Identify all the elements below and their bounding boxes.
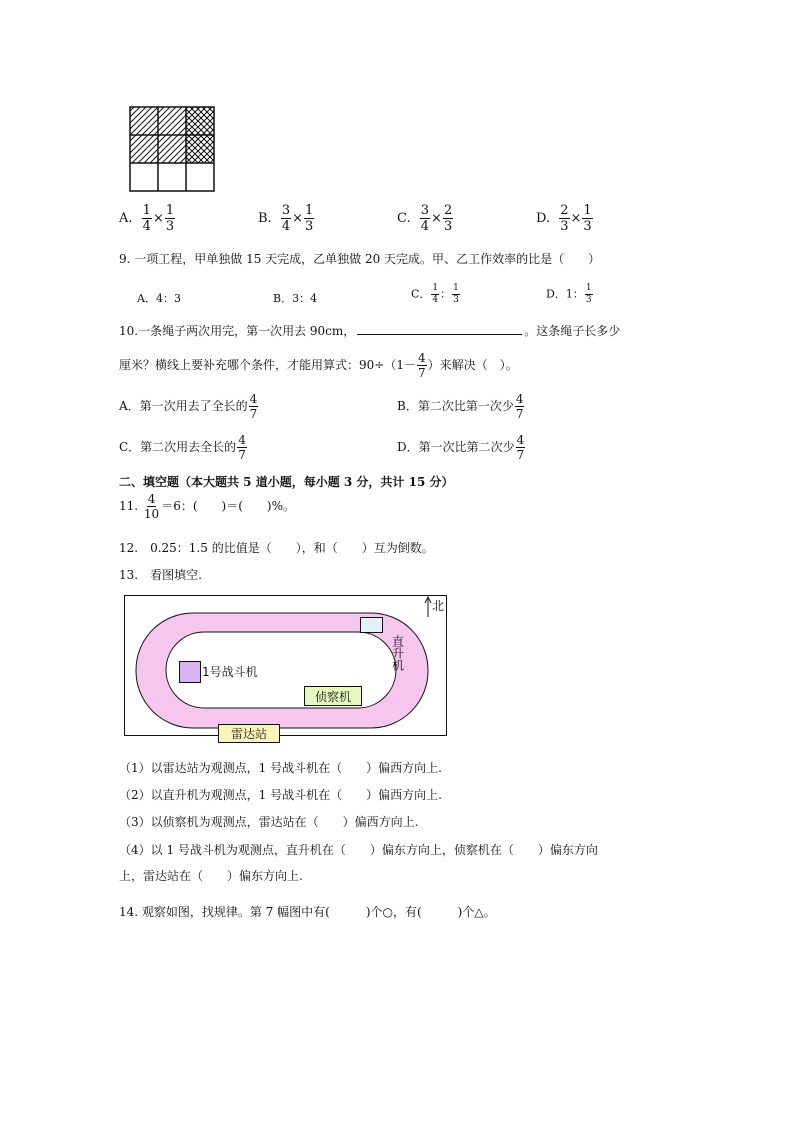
fraction-numerator: 4 — [249, 392, 258, 406]
shaded-grid-figure — [129, 106, 215, 192]
fraction-denominator: 4 — [142, 219, 151, 234]
q10-text: 。这条绳子长多少 — [524, 324, 621, 338]
q8-option-a[interactable] — [119, 204, 176, 233]
option-letter: A. — [119, 211, 133, 226]
q13-sub3: （3）以侦察机为观测点，雷达站在（ ）偏西方向上. — [119, 815, 419, 829]
answer-blank[interactable] — [357, 323, 522, 335]
q13-map — [124, 595, 448, 742]
fraction-numerator: 3 — [281, 203, 291, 218]
q11-text: ＝6：( )＝( )%。 — [161, 499, 295, 513]
fraction-denominator: 4 — [420, 219, 430, 234]
times-sign: × — [292, 211, 304, 226]
fraction-numerator: 2 — [560, 203, 569, 218]
q13-sub2: （2）以直升机为观测点，1 号战斗机在（ ）偏西方向上. — [119, 788, 442, 802]
q10-text: 10.一条绳子两次用完，第一次用去 90cm， — [119, 324, 356, 338]
fraction-denominator: 10 — [143, 507, 160, 521]
q9-option-b[interactable]: B．3：4 — [273, 292, 318, 305]
q12: 12. 0.25：1.5 的比值是（ ），和（ ）互为倒数。 — [119, 541, 434, 555]
helicopter-marker — [360, 617, 383, 633]
option-letter: C. — [397, 211, 411, 226]
fraction-denominator: 7 — [417, 366, 426, 380]
fraction-denominator: 3 — [585, 295, 592, 305]
times-sign: × — [570, 211, 582, 226]
option-text: D．第一次比第二次少 — [397, 440, 515, 454]
q8-option-b[interactable] — [258, 204, 315, 233]
times-sign: × — [431, 211, 442, 226]
fraction-denominator: 3 — [453, 295, 459, 305]
q10-option-c[interactable] — [119, 434, 248, 461]
fraction-numerator: 1 — [432, 283, 439, 293]
fighter-label: 1号战斗机 — [202, 664, 258, 679]
q10-text: 厘米？横线上要补充哪个条件，才能用算式：90÷（1－ — [119, 358, 416, 372]
q10-line2 — [119, 352, 518, 379]
q10-option-b[interactable] — [397, 393, 525, 420]
fraction-denominator: 3 — [443, 219, 453, 234]
q9-option-c[interactable] — [411, 284, 461, 305]
fraction-denominator: 3 — [165, 219, 175, 234]
fraction-denominator: 4 — [432, 295, 439, 305]
fraction-denominator: 3 — [305, 219, 314, 234]
fraction-numerator: 4 — [238, 433, 246, 447]
fraction-numerator: 4 — [515, 392, 524, 406]
q9-option-d[interactable] — [546, 284, 594, 305]
option-text: C．第二次用去全长的 — [119, 440, 237, 454]
fraction-denominator: 7 — [515, 407, 524, 421]
fraction-denominator: 3 — [583, 219, 592, 234]
q10-text: ）来解决（ ）。 — [427, 358, 518, 372]
times-sign: × — [152, 211, 164, 226]
fraction-denominator: 3 — [560, 219, 569, 234]
option-letter: B. — [258, 211, 272, 226]
q10-option-d[interactable] — [397, 434, 526, 461]
option-text: B．第二次比第一次少 — [397, 399, 514, 413]
fraction-numerator: 1 — [585, 283, 592, 293]
ratio-sign: ： — [440, 287, 452, 301]
fraction-denominator: 7 — [516, 448, 525, 462]
q8-option-c[interactable] — [397, 204, 454, 233]
option-letter: D. — [536, 211, 551, 226]
option-letter: D．1： — [546, 287, 584, 301]
fraction-numerator: 1 — [583, 203, 592, 218]
fraction-numerator: 4 — [147, 492, 156, 506]
helicopter-label — [390, 629, 404, 677]
fraction-denominator: 7 — [249, 407, 258, 421]
fraction-numerator: 4 — [417, 351, 426, 365]
q10-option-a[interactable] — [119, 393, 259, 420]
option-letter: C． — [411, 287, 431, 301]
q9-stem: 9. 一项工程，甲单独做 15 天完成，乙单独做 20 天完成。甲、乙工作效率的比是（ ） — [119, 252, 601, 266]
fraction-numerator: 1 — [453, 283, 459, 293]
q13-sub1: （1）以雷达站为观测点，1 号战斗机在（ ）偏西方向上. — [119, 761, 442, 775]
fraction-numerator: 4 — [516, 433, 525, 447]
option-text: A．第一次用去了全长的 — [119, 399, 248, 413]
fraction-numerator: 2 — [443, 203, 453, 218]
q10-line1 — [119, 322, 620, 339]
fraction-numerator: 1 — [305, 203, 314, 218]
q13-sub4-line2: 上，雷达站在（ ）偏东方向上. — [119, 869, 303, 883]
q13-sub4-line1: （4）以 1 号战斗机为观测点，直升机在（ ）偏东方向上，侦察机在（ ）偏东方向 — [119, 843, 598, 857]
fraction-numerator: 3 — [420, 203, 430, 218]
north-label: 北 — [431, 598, 444, 613]
question-number: 11. — [119, 499, 139, 513]
q14: 14. 观察如图，找规律。第 7 幅图中有( )个○，有( )个△。 — [119, 905, 496, 919]
fighter-marker — [179, 661, 201, 683]
q9-option-a[interactable]: A．4：3 — [137, 292, 181, 305]
section-title: 二、填空题（本大题共 5 道小题，每小题 3 分，共计 15 分） — [119, 475, 454, 489]
fraction-denominator: 4 — [281, 219, 291, 234]
q8-option-d[interactable] — [536, 204, 594, 233]
fraction-numerator: 1 — [165, 203, 175, 218]
q11 — [119, 493, 295, 520]
helicopter-label-text: 直升机 — [390, 635, 405, 671]
fraction-denominator: 7 — [238, 448, 246, 462]
fraction-numerator: 1 — [142, 203, 151, 218]
recon-marker: 侦察机 — [304, 686, 362, 706]
q13-stem: 13. 看图填空. — [119, 568, 202, 582]
radar-station: 雷达站 — [218, 724, 280, 743]
